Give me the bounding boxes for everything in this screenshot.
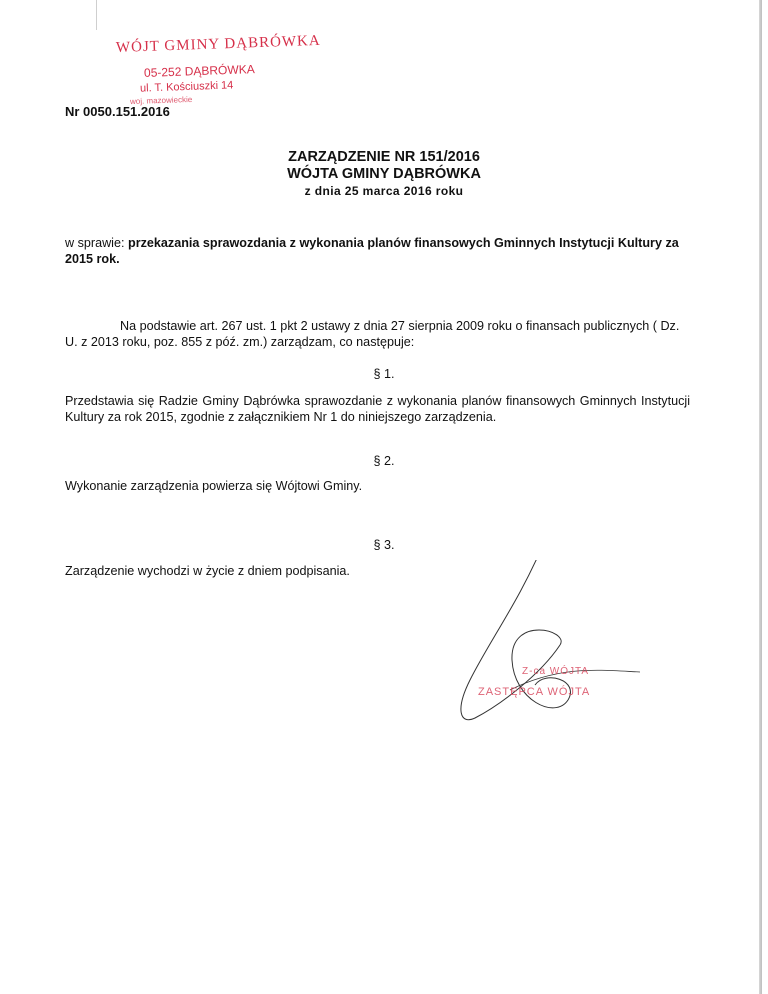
signature-block xyxy=(450,560,700,730)
section-heading: § 1. xyxy=(373,367,395,381)
stamp-line: WÓJT GMINY DĄBRÓWKA xyxy=(115,32,321,56)
signature-stamp-line: ZASTĘPCA WÓJTA xyxy=(478,686,591,698)
legal-basis: Na podstawie art. 267 ust. 1 pkt 2 ustawy z dnia 27 sierpnia 2009 roku o finansach publicznych ( Dz. U. z 2013 roku, poz. 855 z póź. zm.) zarządzam, co następuje: xyxy=(65,319,680,349)
stamp-line: ul. T. Kościuszki 14 xyxy=(139,79,234,95)
document-date: z dnia 25 marca 2016 roku xyxy=(304,184,464,198)
subject-prefix: w sprawie: xyxy=(65,236,128,250)
section-heading: § 2. xyxy=(373,454,395,468)
document-title: ZARZĄDZENIE NR 151/2016 xyxy=(288,149,480,165)
section-heading: § 3. xyxy=(373,538,395,552)
signature-stamp-line: Z-ca WÓJTA xyxy=(522,666,590,677)
handwritten-signature xyxy=(450,560,700,730)
section-text: Wykonanie zarządzenia powierza się Wójtowi Gminy. xyxy=(65,479,363,493)
stamp-line: 05-252 DĄBRÓWKA xyxy=(143,62,255,80)
scan-edge xyxy=(96,0,97,30)
subject-paragraph xyxy=(65,235,690,267)
stamp-line: woj. mazowieckie xyxy=(129,94,193,107)
office-stamp xyxy=(115,32,321,107)
section-text: Przedstawia się Radzie Gminy Dąbrówka sprawozdanie z wykonania planów finansowych Gminnych Instytucji Kultury za rok 2015, zgodnie z załącznikiem Nr 1 do niniejszego zarządzenia. xyxy=(65,394,690,424)
section-text: Zarządzenie wychodzi w życie z dniem podpisania. xyxy=(65,564,350,578)
document-number: Nr 0050.151.2016 xyxy=(65,104,170,119)
subject-text: przekazania sprawozdania z wykonania planów finansowych Gminnych Instytucji Kultury za 2015 rok. xyxy=(65,236,679,266)
issuing-authority: WÓJTA GMINY DĄBRÓWKA xyxy=(287,166,481,182)
